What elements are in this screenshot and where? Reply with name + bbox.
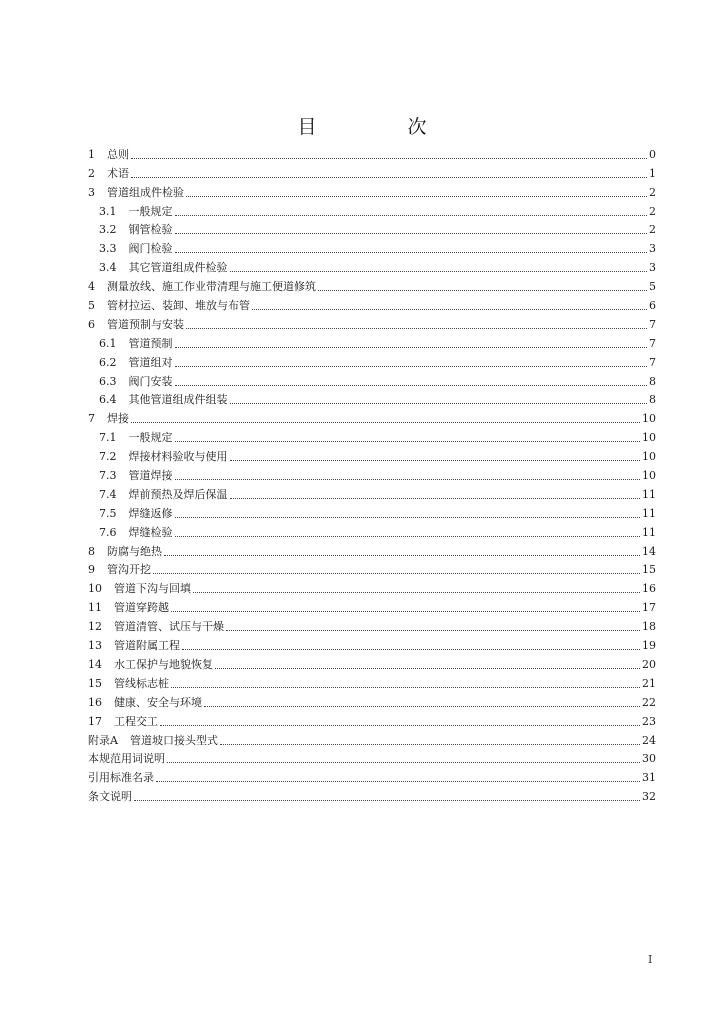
toc-entry-page: 3: [649, 242, 656, 256]
toc-leader-dots: [160, 725, 640, 726]
toc-entry-title: 阀门检验: [128, 242, 173, 256]
toc-entry-title: 焊接: [107, 412, 129, 426]
toc-entry-number: 12: [88, 620, 102, 634]
toc-entry-title: 管道附属工程: [114, 639, 180, 653]
toc-leader-dots: [156, 781, 640, 782]
toc-leader-dots: [318, 290, 647, 291]
toc-entry-page: 8: [649, 374, 656, 388]
toc-entry-page: 2: [649, 185, 656, 199]
toc-leader-dots: [175, 385, 648, 386]
toc-entry-number: 6.2: [99, 355, 117, 369]
toc-entry-title: 术语: [107, 166, 129, 180]
toc-entry-number: 6.4: [99, 393, 117, 407]
toc-entry-page: 23: [642, 714, 656, 728]
toc-entry-number: 3.4: [99, 261, 117, 275]
toc-entry[interactable]: [88, 162, 656, 181]
toc-entry-title: 其它管道组成件检验: [128, 261, 228, 275]
toc-entry-number: 5: [88, 299, 95, 313]
toc-entry-title: 焊前预热及焊后保温: [128, 487, 228, 501]
toc-entry[interactable]: [88, 729, 656, 748]
toc-entry-number: 13: [88, 639, 102, 653]
toc-entry-number: 6.3: [99, 374, 117, 388]
toc-entry-title: 管道预制: [128, 336, 173, 350]
toc-entry-page: 11: [642, 506, 656, 520]
toc-leader-dots: [175, 233, 648, 234]
toc-entry-number: 3: [88, 185, 95, 199]
toc-entry-page: 0: [649, 147, 656, 161]
toc-entry-page: 2: [649, 223, 656, 237]
toc-entry-title: 阀门安装: [128, 374, 173, 388]
toc-entry-title: 钢管检验: [128, 223, 173, 237]
toc-leader-dots: [193, 592, 640, 593]
page-title: 目 次: [297, 116, 463, 138]
toc-entry-number: 6: [88, 317, 95, 331]
toc-entry-page: 14: [642, 544, 656, 558]
toc-leader-dots: [175, 215, 648, 216]
toc-leader-dots: [230, 498, 641, 499]
toc-entry-page: 17: [642, 601, 656, 615]
toc-entry-title: 管道预制与安装: [107, 317, 184, 331]
toc-leader-dots: [175, 252, 648, 253]
toc-entry-number: 14: [88, 657, 102, 671]
toc-leader-dots: [186, 196, 647, 197]
toc-entry-number: 7.4: [99, 487, 117, 501]
toc-leader-dots: [175, 441, 641, 442]
toc-leader-dots: [230, 271, 648, 272]
toc-entry-title: 管沟开挖: [107, 563, 151, 577]
toc-entry-number: 15: [88, 676, 102, 690]
toc-entry-number: 9: [88, 563, 95, 577]
toc-entry-page: 24: [642, 733, 656, 747]
toc-entry[interactable]: [88, 313, 656, 332]
toc-leader-dots: [175, 536, 641, 537]
toc-entry-number: 7.6: [99, 525, 117, 539]
toc-entry[interactable]: [88, 577, 656, 596]
toc-entry[interactable]: [88, 237, 656, 256]
toc-entry-number: 7.5: [99, 506, 117, 520]
toc-leader-dots: [230, 403, 648, 404]
toc-entry-number: 7.1: [99, 431, 117, 445]
toc-leader-dots: [131, 422, 640, 423]
toc-entry-number: 3.1: [99, 204, 117, 218]
toc-entry-title: 一般规定: [128, 431, 173, 445]
toc-entry[interactable]: [88, 407, 656, 426]
toc-leader-dots: [171, 687, 640, 688]
toc-entry-page: 18: [642, 620, 656, 634]
toc-entry[interactable]: [88, 653, 656, 672]
toc-leader-dots: [252, 309, 647, 310]
toc-entry-page: 19: [642, 639, 656, 653]
toc-leader-dots: [153, 573, 640, 574]
toc-entry-page: 15: [642, 563, 656, 577]
toc-entry[interactable]: [88, 596, 656, 615]
toc-entry[interactable]: [88, 748, 656, 767]
toc-entry[interactable]: [88, 691, 656, 710]
toc-entry-page: 10: [642, 450, 656, 464]
toc-entry-number: 16: [88, 695, 102, 709]
toc-leader-dots: [175, 347, 648, 348]
toc-entry[interactable]: [88, 370, 656, 389]
toc-leader-dots: [215, 668, 640, 669]
toc-entry-number: 6.1: [99, 336, 117, 350]
toc-leader-dots: [220, 744, 640, 745]
toc-entry-page: 30: [642, 752, 656, 766]
toc-entry-number: 7.3: [99, 469, 117, 483]
toc-entry[interactable]: [88, 521, 656, 540]
toc-entry-title: 管道穿跨越: [114, 601, 169, 615]
toc-entry[interactable]: [88, 445, 656, 464]
toc-entry-title: 引用标准名录: [88, 771, 154, 785]
toc-leader-dots: [171, 611, 640, 612]
toc-entry-title: 管线标志桩: [114, 676, 169, 690]
toc-entry-title: 测量放线、施工作业带清理与施工便道修筑: [107, 280, 316, 294]
toc-leader-dots: [134, 800, 640, 801]
toc-entry-number: 2: [88, 166, 95, 180]
toc-entry[interactable]: [88, 464, 656, 483]
toc-entry-number: 3.3: [99, 242, 117, 256]
toc-entry-title: 水工保护与地貌恢复: [114, 657, 213, 671]
toc-entry-number: 3.2: [99, 223, 117, 237]
toc-entry-title: 管道组成件检验: [107, 185, 184, 199]
toc-entry-page: 32: [642, 790, 656, 804]
toc-entry-title: 焊缝返修: [128, 506, 173, 520]
toc-entry-number: 附录A: [88, 733, 118, 747]
toc-entry[interactable]: [88, 540, 656, 559]
toc-entry-title: 健康、安全与环境: [114, 695, 202, 709]
toc-entry-page: 3: [649, 261, 656, 275]
toc-entry[interactable]: [88, 219, 656, 238]
toc-leader-dots: [175, 517, 641, 518]
toc-leader-dots: [131, 177, 647, 178]
toc-entry-page: 2: [649, 204, 656, 218]
toc-entry-title: 条文说明: [88, 790, 132, 804]
toc-entry-title: 焊接材料验收与使用: [128, 450, 228, 464]
toc-leader-dots: [230, 460, 641, 461]
table-of-contents: [88, 143, 656, 804]
toc-entry-title: 管道焊接: [128, 469, 173, 483]
toc-entry[interactable]: [88, 483, 656, 502]
toc-leader-dots: [167, 762, 640, 763]
toc-entry-page: 11: [642, 525, 656, 539]
toc-entry-page: 8: [649, 393, 656, 407]
toc-entry[interactable]: [88, 294, 656, 313]
toc-entry-page: 10: [642, 431, 656, 445]
toc-entry-number: 10: [88, 582, 102, 596]
toc-entry-page: 5: [649, 280, 656, 294]
page-folio: I: [648, 953, 653, 966]
toc-entry[interactable]: [88, 275, 656, 294]
toc-entry[interactable]: [88, 785, 656, 804]
toc-entry[interactable]: [88, 559, 656, 578]
toc-entry[interactable]: [88, 634, 656, 653]
toc-entry[interactable]: [88, 332, 656, 351]
toc-entry[interactable]: [88, 502, 656, 521]
toc-entry[interactable]: [88, 710, 656, 729]
toc-entry-title: 防腐与绝热: [107, 544, 162, 558]
toc-entry-title: 其他管道组成件组装: [128, 393, 228, 407]
toc-entry-title: 管道组对: [128, 355, 173, 369]
toc-entry[interactable]: [88, 351, 656, 370]
toc-entry[interactable]: [88, 426, 656, 445]
toc-entry-number: 4: [88, 280, 95, 294]
toc-entry-number: 7: [88, 412, 95, 426]
toc-entry[interactable]: [88, 200, 656, 219]
toc-entry[interactable]: [88, 672, 656, 691]
toc-leader-dots: [175, 479, 641, 480]
toc-leader-dots: [186, 328, 647, 329]
toc-entry-number: 1: [88, 147, 95, 161]
toc-entry-title: 本规范用词说明: [88, 752, 165, 766]
toc-entry[interactable]: [88, 766, 656, 785]
toc-entry-title: 管道坡口接头型式: [129, 733, 218, 747]
toc-leader-dots: [226, 630, 640, 631]
toc-entry-title: 总则: [107, 147, 129, 161]
toc-entry-page: 7: [649, 336, 656, 350]
toc-leader-dots: [175, 366, 648, 367]
toc-entry[interactable]: [88, 143, 656, 162]
toc-entry-page: 7: [649, 355, 656, 369]
toc-entry-number: 17: [88, 714, 102, 728]
toc-entry-page: 1: [649, 166, 656, 180]
toc-entry-title: 焊缝检验: [128, 525, 173, 539]
toc-leader-dots: [131, 158, 647, 159]
toc-entry[interactable]: [88, 615, 656, 634]
toc-entry-number: 7.2: [99, 450, 117, 464]
toc-entry-title: 管材拉运、装卸、堆放与布管: [107, 299, 250, 313]
toc-entry-page: 20: [642, 657, 656, 671]
toc-entry-page: 22: [642, 695, 656, 709]
toc-leader-dots: [164, 555, 640, 556]
toc-leader-dots: [182, 649, 640, 650]
toc-entry[interactable]: [88, 389, 656, 408]
toc-entry-title: 管道清管、试压与干燥: [114, 620, 224, 634]
toc-entry-page: 31: [642, 771, 656, 785]
toc-entry[interactable]: [88, 256, 656, 275]
toc-entry-number: 8: [88, 544, 95, 558]
toc-entry-page: 10: [642, 412, 656, 426]
toc-entry-page: 21: [642, 676, 656, 690]
toc-entry-page: 7: [649, 317, 656, 331]
toc-entry-page: 6: [649, 299, 656, 313]
toc-leader-dots: [204, 706, 640, 707]
toc-entry-number: 11: [88, 601, 102, 615]
toc-entry-title: 一般规定: [128, 204, 173, 218]
toc-entry[interactable]: [88, 181, 656, 200]
toc-entry-page: 10: [642, 469, 656, 483]
toc-entry-title: 工程交工: [114, 714, 158, 728]
toc-entry-page: 16: [642, 582, 656, 596]
toc-entry-page: 11: [642, 487, 656, 501]
toc-entry-title: 管道下沟与回填: [114, 582, 191, 596]
